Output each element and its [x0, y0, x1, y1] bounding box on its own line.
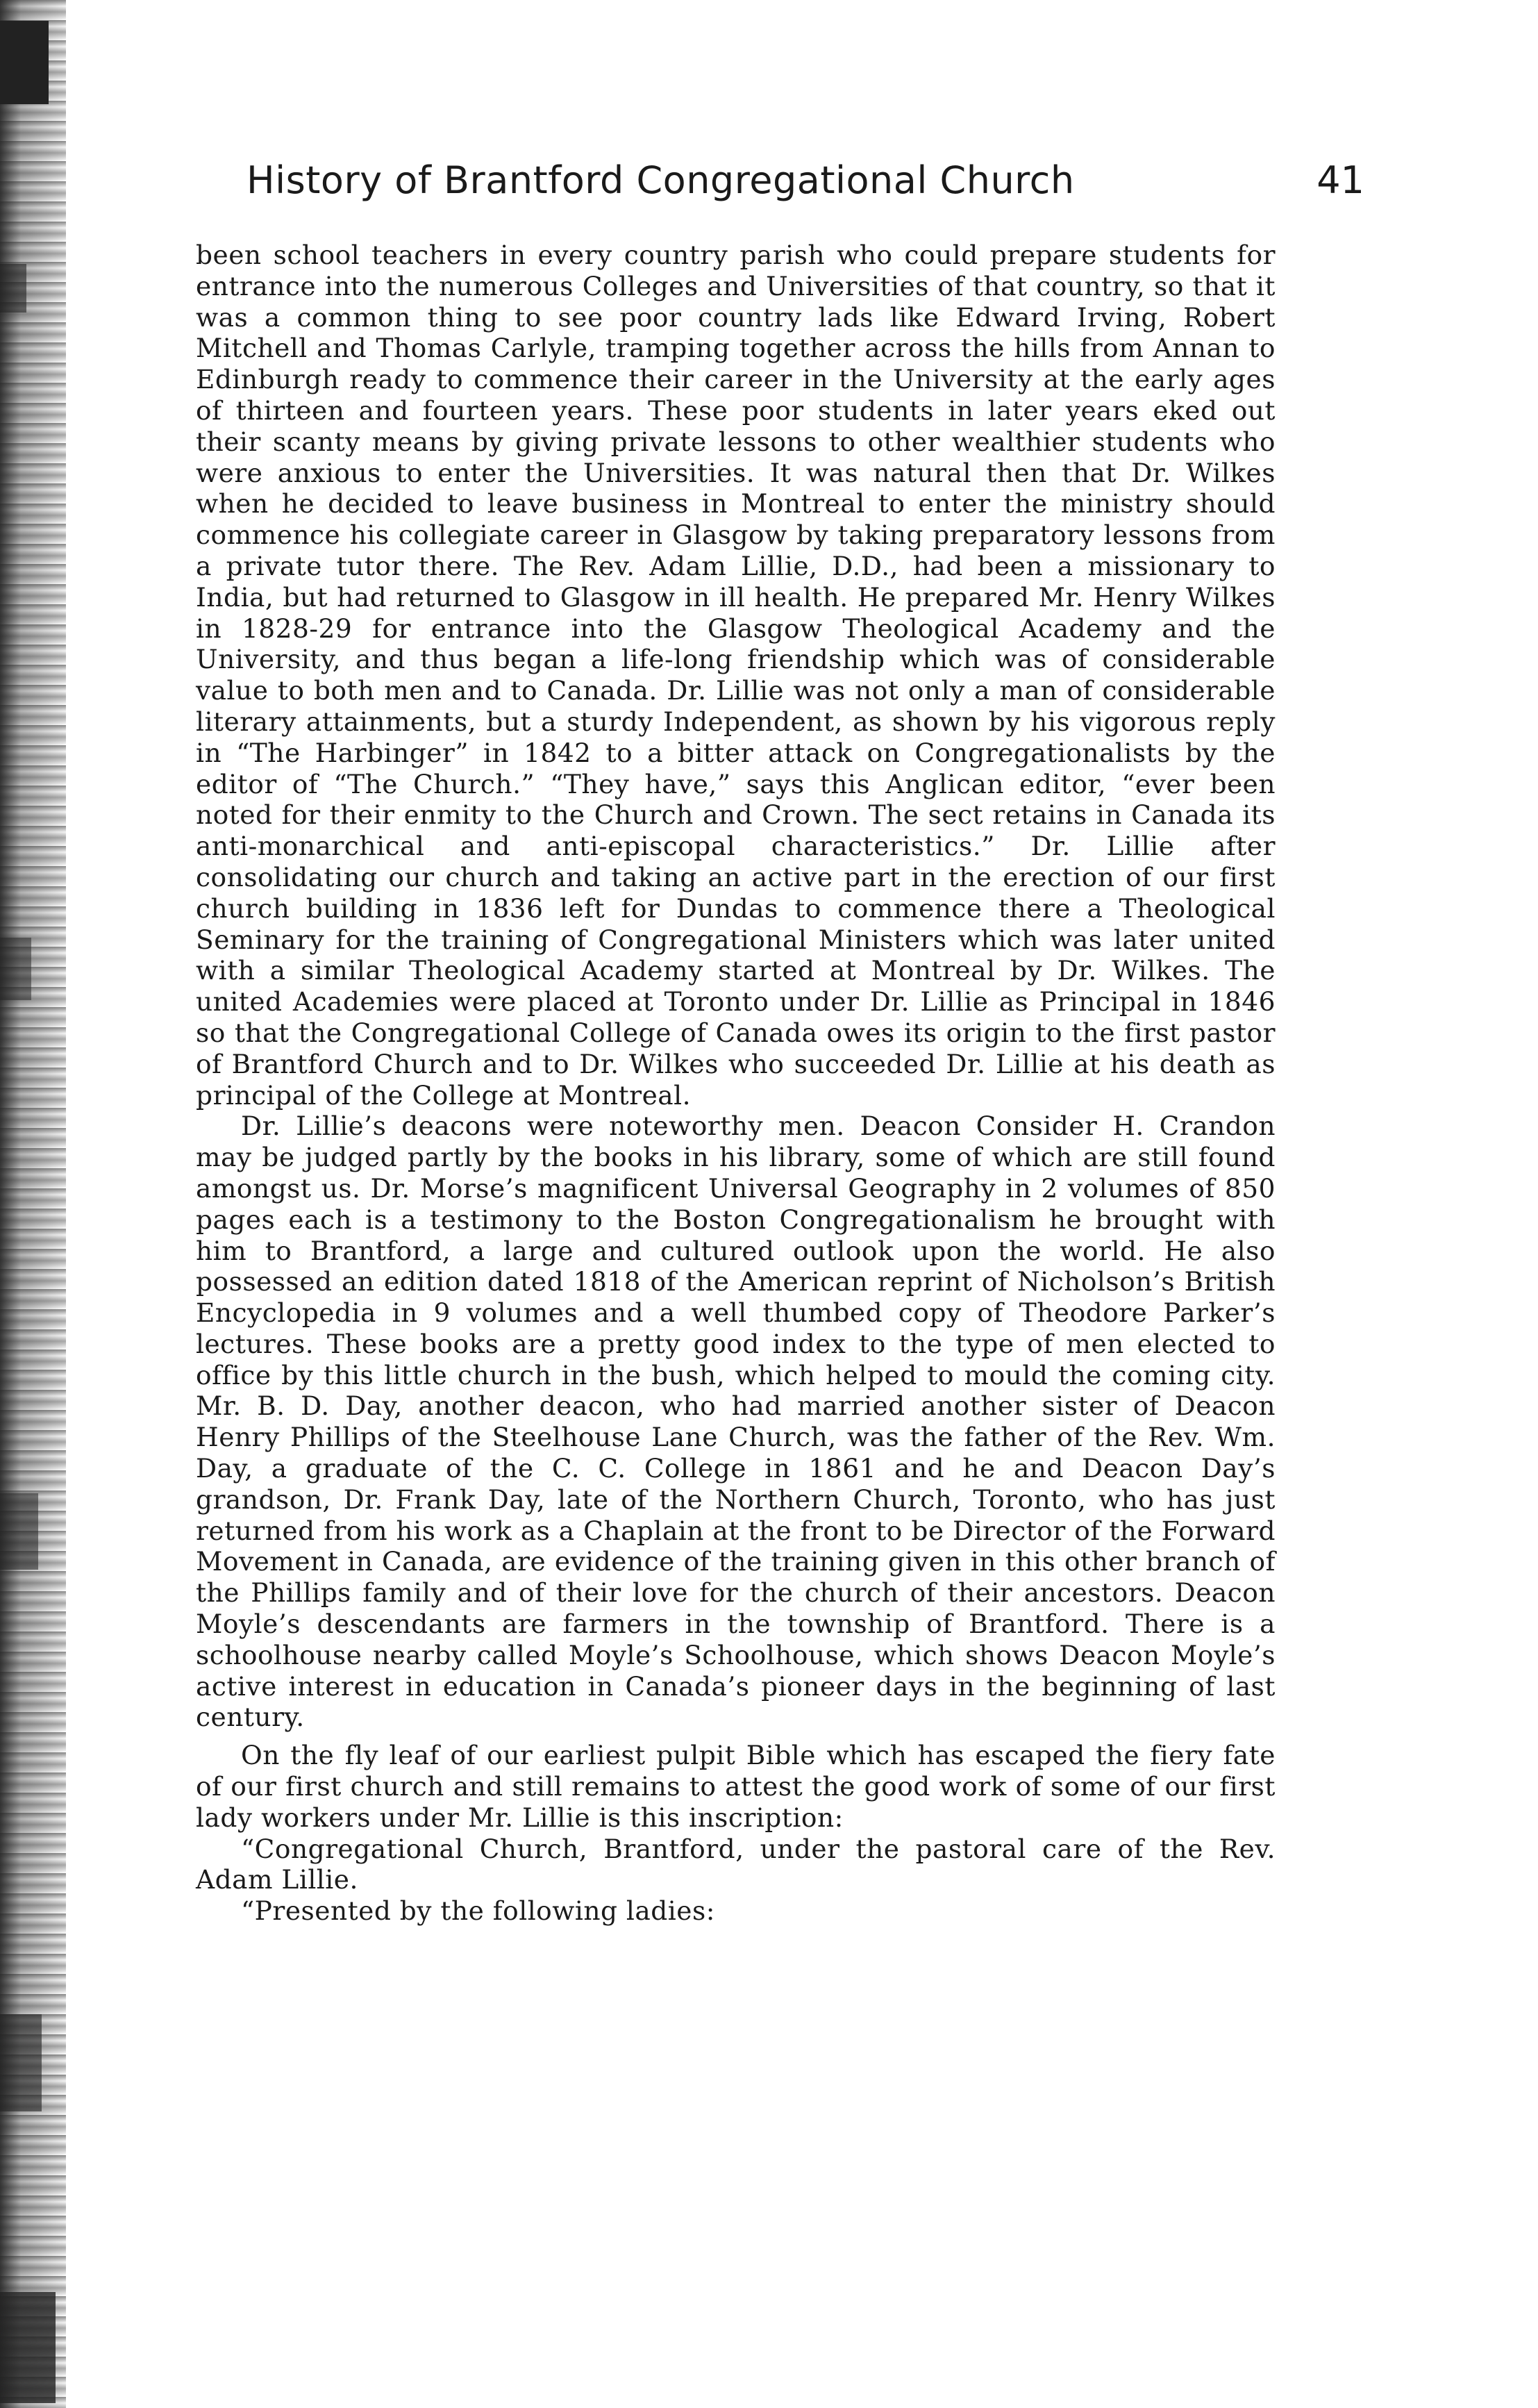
scan-mark: [0, 264, 26, 313]
scan-mark: [0, 2014, 42, 2111]
paragraph: Dr. Lillie’s deacons were noteworthy men. Deacon Consider H. Crandon may be judged partly by the books in his library, some of which are still found amongst us. Dr. Morse’s magnificent Universal Geography in 2 volumes of 850 pages each is a testimony to the Boston Congregationalism he brought with him to Brantford, a large and cultured outlook upon the world. He also possessed an edition dated 1818 of the American reprint of Nicholson’s British Encyclopedia in 9 volumes and a well thumbed copy of Theodore Parker’s lectures. These books are a pretty good index to the type of men elected to office by this little church in the bush, which helped to mould the coming city. Mr. B. D. Day, another deacon, who had married another sister of Deacon Henry Phillips of the Steelhouse Lane Church, was the father of the Rev. Wm. Day, a graduate of the C. C. College in 1861 and he and Deacon Day’s grandson, Dr. Frank Day, late of the Northern Church, Toronto, who has just returned from his work as a Chaplain at the front to be Director of the Forward Movement in Canada, are evidence of the training given in this other branch of the Phillips family and of their love for the church of their ancestors. Deacon Moyle’s descendants are farmers in the township of Brantford. There is a schoolhouse nearby called Moyle’s Schoolhouse, which shows Deacon Moyle’s active interest in education in Canada’s pioneer days in the beginning of last century.: [196, 1111, 1276, 1733]
paragraph: On the fly leaf of our earliest pulpit Bible which has escaped the fiery fate of our first church and still remains to attest the good work of some of our first lady workers under Mr. Lillie is this inscription:: [196, 1740, 1276, 1833]
page-number: 41: [1317, 158, 1364, 202]
body-text: [196, 240, 1276, 1927]
paragraph: “Congregational Church, Brantford, under the pastoral care of the Rev. Adam Lillie.: [196, 1833, 1276, 1895]
scan-mark: [0, 21, 49, 104]
scan-mark: [0, 2292, 56, 2403]
paragraph: “Presented by the following ladies:: [241, 1895, 715, 1927]
paragraph: been school teachers in every country parish who could prepare students for entrance into the numerous Colleges and Universities of that country, so that it was a common thing to see poor country lads like Edward Irving, Robert Mitchell and Thomas Carlyle, tramping together across the hills from Annan to Edinburgh ready to commence their career in the University at the early ages of thirteen and fourteen years. These poor students in later years eked out their scanty means by giving private lessons to other wealthier students who were anxious to enter the Universities. It was natural then that Dr. Wilkes when he decided to leave business in Montreal to enter the ministry should commence his collegiate career in Glasgow by taking preparatory lessons from a private tutor there. The Rev. Adam Lillie, D.D., had been a missionary to India, but had returned to Glasgow in ill health. He prepared Mr. Henry Wilkes in 1828-29 for entrance into the Glasgow Theological Academy and the University, and thus began a life-long friendship which was of considerable value to both men and to Canada. Dr. Lillie was not only a man of considerable literary attainments, but a sturdy Independent, as shown by his vigorous reply in “The Harbinger” in 1842 to a bitter attack on Congregationalists by the editor of “The Church.” “They have,” says this Anglican editor, “ever been noted for their enmity to the Church and Crown. The sect retains in Canada its anti-monarchical and anti-episcopal characteristics.” Dr. Lillie after consolidating our church and taking an active part in the erection of our first church building in 1836 left for Dundas to commence there a Theological Seminary for the training of Congregational Ministers which was later united with a similar Theological Academy started at Montreal by Dr. Wilkes. The united Academies were placed at Toronto under Dr. Lillie as Principal in 1846 so that the Congregational College of Canada owes its origin to the first pastor of Brantford Church and to Dr. Wilkes who succeeded Dr. Lillie at his death as principal of the College at Montreal.: [196, 240, 1276, 1111]
scanned-page-edge: [0, 0, 66, 2408]
running-title: History of Brantford Congregational Church: [246, 158, 1075, 202]
running-head: [246, 158, 1364, 207]
scan-mark: [0, 1493, 38, 1570]
scan-mark: [0, 938, 31, 1000]
